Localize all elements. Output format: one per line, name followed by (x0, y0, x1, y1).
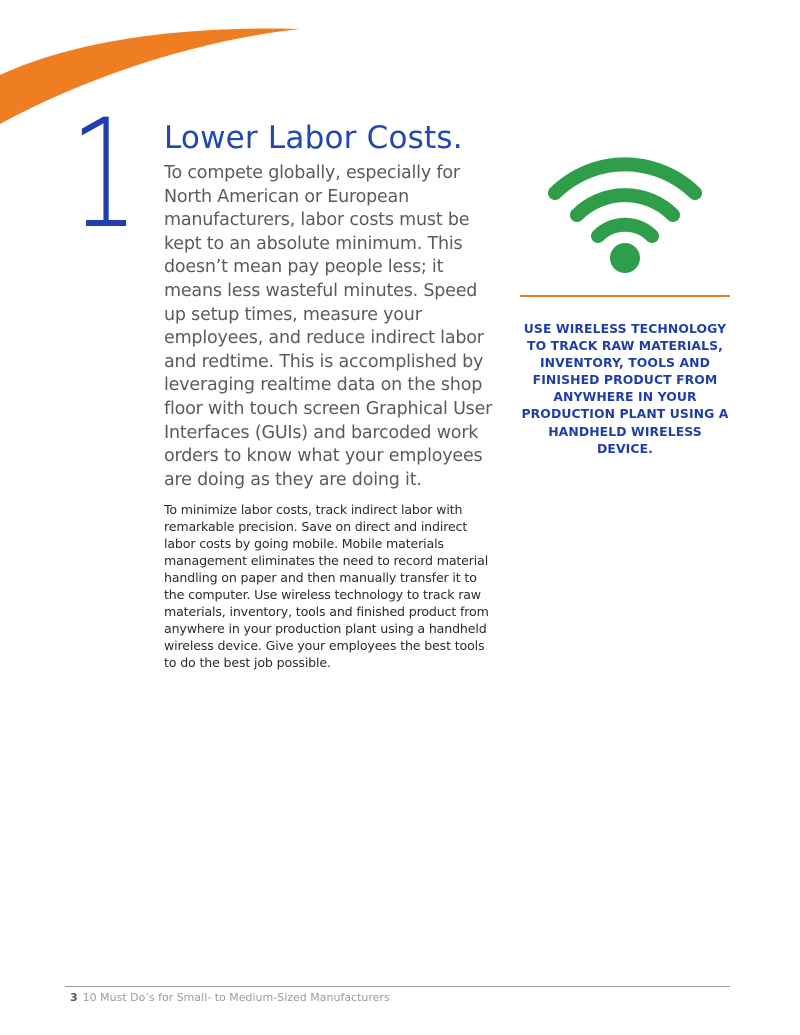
page-footer (70, 991, 390, 1005)
page-number: 3 (70, 991, 78, 1004)
section-number: 1 (70, 88, 139, 262)
lead-paragraph: To compete globally, especially for North American or European manufacturers, labor costs must be kept to an absolute minimum. This doesn’t mean pay people less; it means less wasteful minutes. Speed up setup times, measure your employees, and reduce indirect labor and redtime. This is accomplished by leveraging realtime data on the shop floor with touch screen Graphical User Interfaces (GUIs) and barcoded work orders to know what your employees are doing as they are doing it. (164, 163, 493, 490)
document-title: 10 Must Do’s for Small- to Medium-Sized Manufacturers (82, 991, 390, 1004)
footer-divider (65, 986, 730, 987)
wifi-icon (545, 155, 705, 280)
body-paragraph: To minimize labor costs, track indirect labor with remarkable precision. Save on direct and indirect labor costs by going mobile. Mobile materials management eliminates the need to record material handling on paper and then manually transfer it to the computer. Use wireless technology to track raw materials, inventory, tools and finished product from anywhere in your production plant using a handheld wireless device. Give your employees the best tools to do the best job possible. (164, 502, 489, 670)
orange-swoosh-decoration (0, 0, 320, 130)
sidebar-divider (520, 295, 730, 297)
sidebar-callout: USE WIRELESS TECHNOLOGY TO TRACK RAW MATERIALS, INVENTORY, TOOLS AND FINISHED PRODUCT FROM ANYWHERE IN YOUR PRODUCTION PLANT USING A HANDHELD WIRELESS DEVICE. (521, 321, 729, 456)
section-heading: Lower Labor Costs. (164, 120, 463, 156)
